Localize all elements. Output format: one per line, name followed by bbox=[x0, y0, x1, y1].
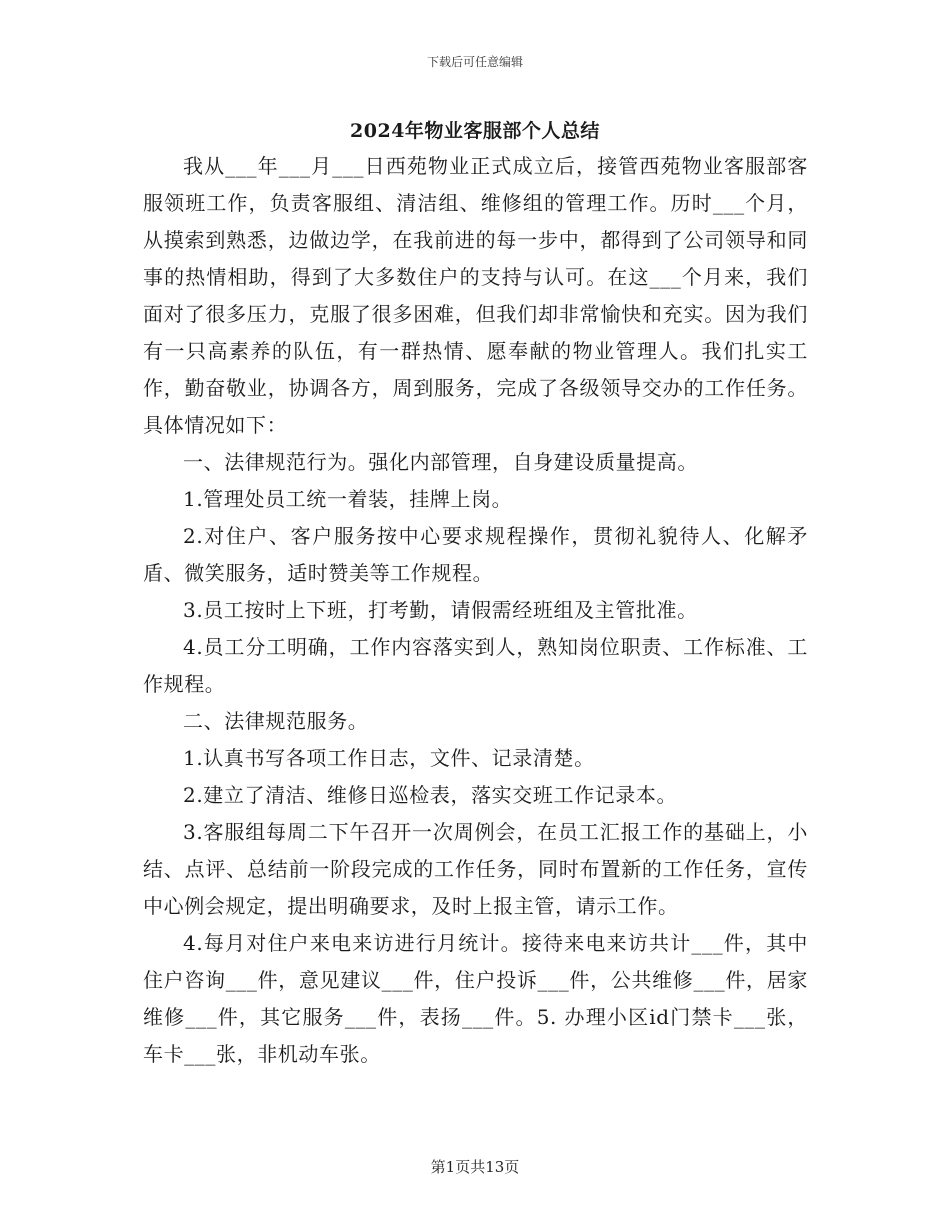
list-item: 1.认真书写各项工作日志，文件、记录清楚。 bbox=[183, 746, 595, 770]
list-item: 2.对住户、客户服务按中心要求规程操作，贯彻礼貌待人、化解矛盾、微笑服务，适时赞美等工作规程。 bbox=[143, 524, 808, 585]
section-heading-2: 二、法律规范服务。 bbox=[183, 709, 369, 733]
header-note: 下载后可任意编辑 bbox=[426, 55, 523, 69]
document-body bbox=[143, 148, 808, 1073]
list-item: 1.管理处员工统一着装，挂牌上岗。 bbox=[183, 487, 513, 511]
list-item: 2.建立了清洁、维修日巡检表，落实交班工作记录本。 bbox=[183, 783, 678, 807]
list-item: 4.员工分工明确，工作内容落实到人，熟知岗位职责、工作标准、工作规程。 bbox=[143, 635, 808, 696]
list-item: 3.客服组每周二下午召开一次周例会，在员工汇报工作的基础上，小结、点评、总结前一阶段完成的工作任务，同时布置新的工作任务，宣传中心例会规定，提出明确要求，及时上报主管，请示工作。 bbox=[143, 820, 808, 918]
list-item: 4.每月对住户来电来访进行月统计。接待来电来访共计___件，其中住户咨询___件，意见建议___件，住户投诉___件，公共维修___件，居家维修___件，其它服务___件，表扬___件。5. 办理小区id门禁卡___张，车卡___张，非机动车张。 bbox=[143, 931, 808, 1066]
section-heading-1: 一、法律规范行为。强化内部管理，自身建设质量提高。 bbox=[183, 450, 698, 474]
document-title: 2024年物业客服部个人总结 bbox=[350, 120, 600, 142]
paragraph-intro: 我从___年___月___日西苑物业正式成立后，接管西苑物业客服部客服领班工作，负责客服组、清洁组、维修组的管理工作。历时___个月，从摸索到熟悉，边做边学，在我前进的每一步中，都得到了公司领导和同事的热情相助，得到了大多数住户的支持与认可。在这___个月来，我们面对了很多压力，克服了很多困难，但我们却非常愉快和充实。因为我们有一只高素养的队伍，有一群热情、愿奉献的物业管理人。我们扎实工作，勤奋敬业，协调各方，周到服务，完成了各级领导交办的工作任务。具体情况如下： bbox=[143, 154, 808, 437]
list-item: 3.员工按时上下班，打考勤，请假需经班组及主管批准。 bbox=[183, 598, 698, 622]
page-indicator: 第1页共13页 bbox=[430, 1158, 520, 1176]
